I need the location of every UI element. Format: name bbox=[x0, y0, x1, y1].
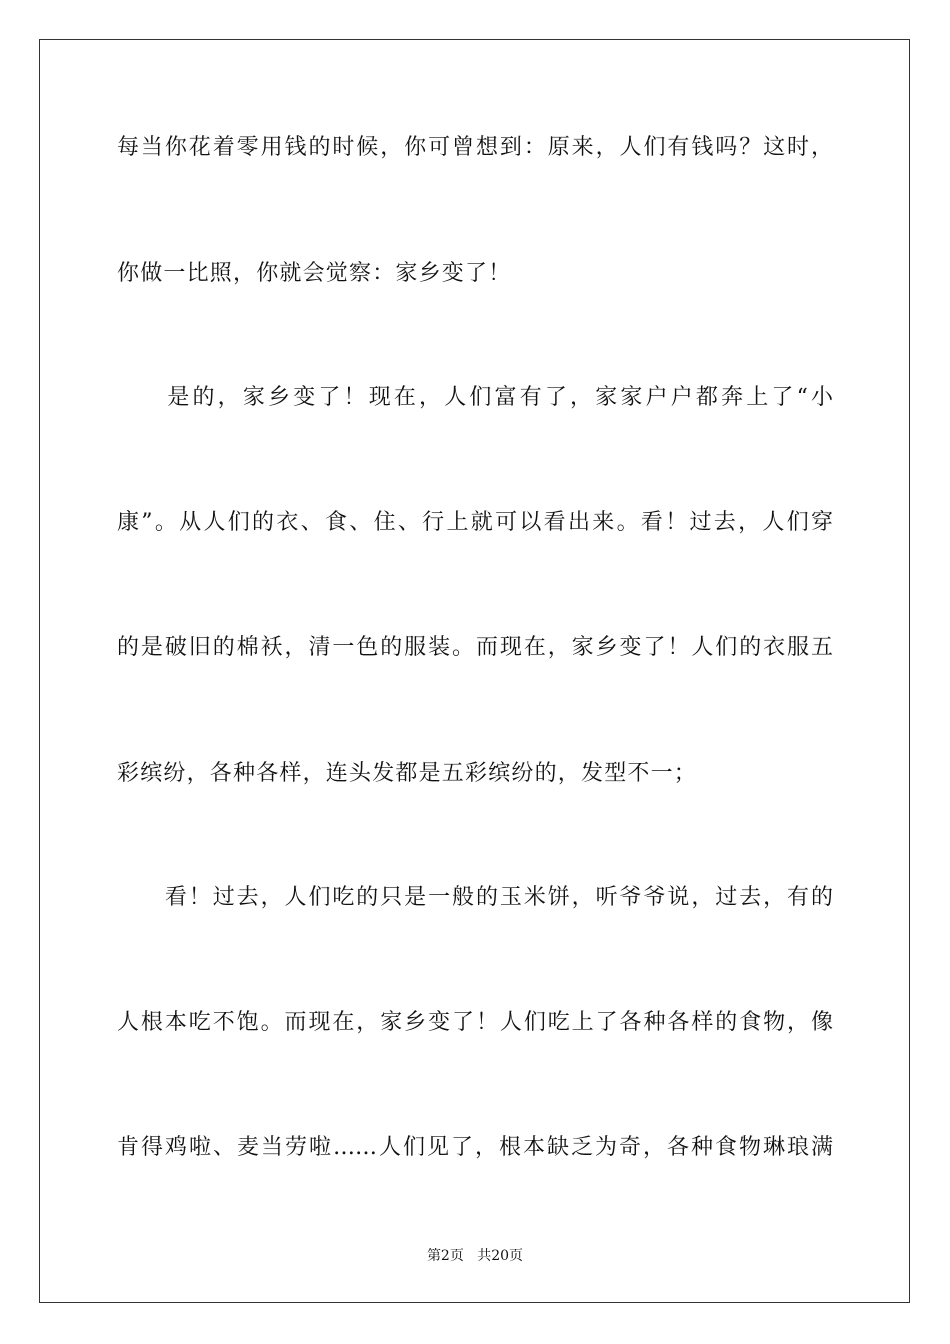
page-footer bbox=[0, 1247, 950, 1265]
text-line-6: 彩缤纷，各种各样，连头发都是五彩缤纷的，发型不一； bbox=[117, 761, 698, 786]
text-line-1: 每当你花着零用钱的时候，你可曾想到：原来，人们有钱吗？这时， bbox=[117, 135, 833, 160]
page-total: 共20页 bbox=[477, 1248, 524, 1264]
page-number: 第2页 bbox=[426, 1248, 464, 1264]
text-line-3: 是的，家乡变了！现在，人们富有了，家家户户都奔上了“小 bbox=[117, 385, 833, 410]
text-line-8: 人根本吃不饱。而现在，家乡变了！人们吃上了各种各样的食物，像 bbox=[117, 1010, 833, 1035]
text-line-7: 看！过去，人们吃的只是一般的玉米饼，听爷爷说，过去，有的 bbox=[117, 885, 833, 910]
text-line-9: 肯得鸡啦、麦当劳啦……人们见了，根本缺乏为奇，各种食物琳琅满 bbox=[117, 1135, 833, 1160]
text-line-2: 你做一比照，你就会觉察：家乡变了！ bbox=[117, 261, 512, 286]
text-line-5: 的是破旧的棉袄，清一色的服装。而现在，家乡变了！人们的衣服五 bbox=[117, 635, 833, 660]
text-line-4: 康”。从人们的衣、食、住、行上就可以看出来。看！过去，人们穿 bbox=[117, 510, 833, 535]
page-border bbox=[39, 39, 910, 1303]
